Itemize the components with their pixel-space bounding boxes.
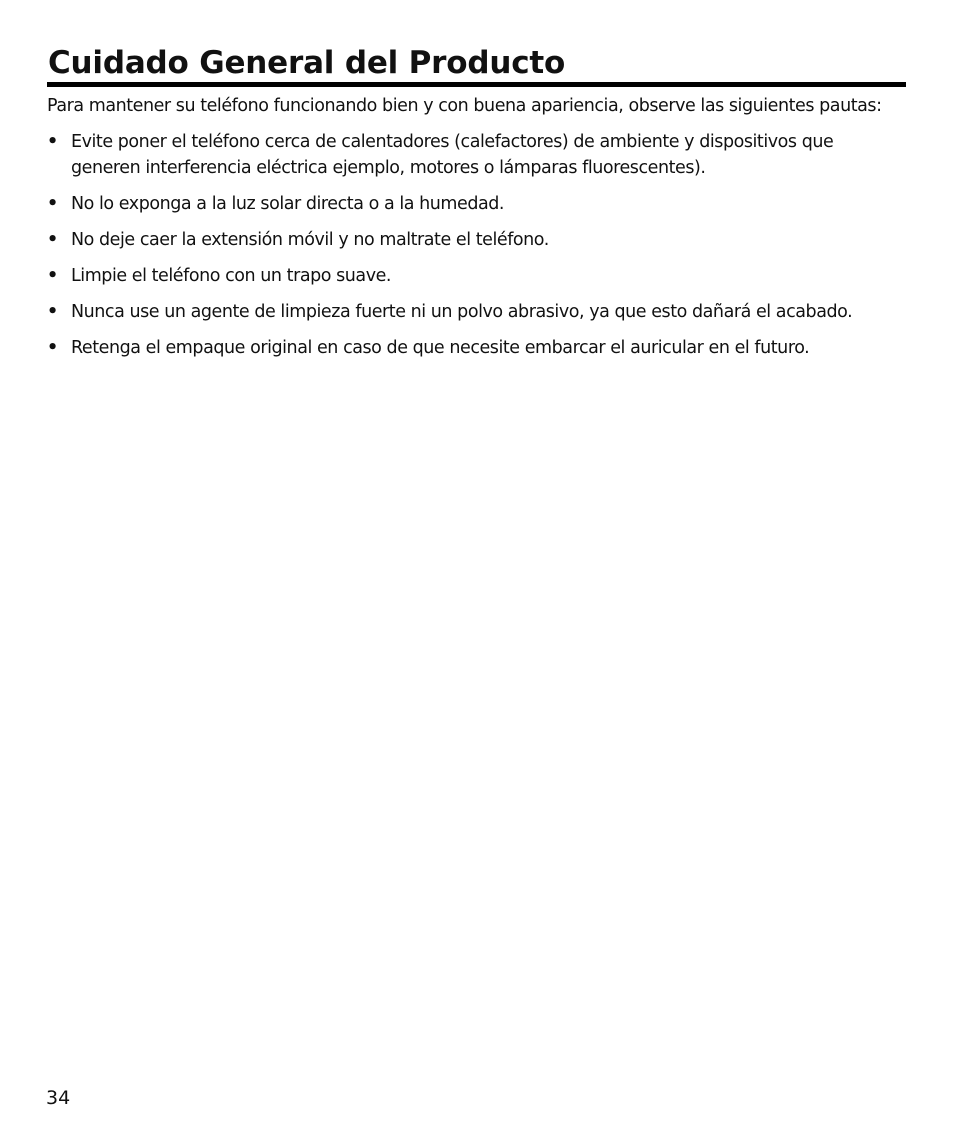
bullet-icon: • [47, 194, 58, 214]
bullet-icon: • [47, 302, 58, 322]
care-guidelines-list [47, 129, 906, 361]
list-item [47, 263, 906, 289]
list-item [47, 227, 906, 253]
bullet-icon: • [47, 230, 58, 250]
list-item-text: Retenga el empaque original en caso de que necesite embarcar el auricular en el futuro. [71, 338, 810, 358]
list-item [47, 299, 906, 325]
list-item-text: No lo exponga a la luz solar directa o a la humedad. [71, 194, 505, 214]
bullet-icon: • [47, 132, 58, 152]
list-item-text: Evite poner el teléfono cerca de calentadores (calefactores) de ambiente y dispositivos que generen interferencia eléctrica ejemplo, motores o lámparas fluorescentes). [71, 132, 834, 178]
list-item [47, 129, 906, 181]
page-number: 34 [46, 1087, 71, 1109]
bullet-icon: • [47, 266, 58, 286]
list-item-text: Nunca use un agente de limpieza fuerte ni un polvo abrasivo, ya que esto dañará el acabado. [71, 302, 853, 322]
page-title: Cuidado General del Producto [47, 44, 906, 87]
intro-paragraph: Para mantener su teléfono funcionando bien y con buena apariencia, observe las siguientes pautas: [47, 96, 882, 116]
list-item-text: Limpie el teléfono con un trapo suave. [71, 266, 392, 286]
document-page [47, 44, 906, 371]
bullet-icon: • [47, 338, 58, 358]
list-item [47, 335, 906, 361]
list-item-text: No deje caer la extensión móvil y no maltrate el teléfono. [71, 230, 549, 250]
list-item [47, 191, 906, 217]
